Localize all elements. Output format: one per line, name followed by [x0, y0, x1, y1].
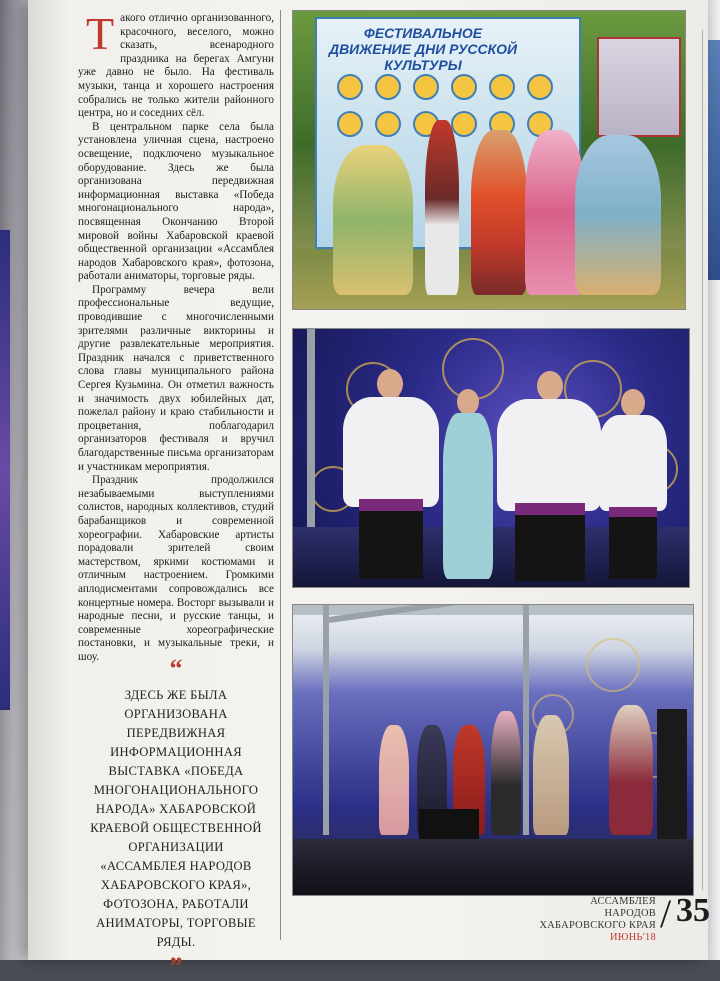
article-body: [78, 8, 274, 665]
dancer-figure: [593, 389, 673, 579]
singer-figure: [491, 711, 521, 835]
info-stand: [597, 37, 681, 137]
quote-close-icon: ”: [169, 952, 183, 981]
dancer-figure: [333, 369, 443, 579]
photo-outdoor-stage: [292, 604, 694, 896]
singer-figure: [379, 725, 409, 835]
stage-speaker: [657, 709, 687, 839]
article-paragraph: Такого отлично организованного, красочного, веселого, можно сказать, всенародного праздника на берегах Амгуни уже давно не было. На фестиваль музыки, танца и хорошего настроения собрались не только жители районного центра, но и соседних сёл.: [78, 8, 274, 120]
page-number: 35: [676, 892, 710, 929]
performer-figure: [425, 120, 459, 295]
pull-quote: [80, 654, 272, 981]
banner-title: ФЕСТИВАЛЬНОЕ ДВИЖЕНИЕ ДНИ РУССКОЙ КУЛЬТУРЫ: [328, 25, 518, 73]
column-divider: [280, 10, 281, 940]
footer-issue: ИЮНЬ'18: [609, 932, 656, 943]
magazine-page: [28, 0, 710, 981]
stage-floor: [293, 839, 693, 895]
quote-open-icon: “: [169, 654, 183, 683]
article-paragraph: В центральном парке села была установлена уличная сцена, настроено освещение, подключено музыкальное оборудование. Здесь же была организована передвижная информационная выставка «Победа многонационального народа», посвященная Окончанию Второй мировой войны Хабаровской краевой общественной организации «Ассамблея народов Хабаровского края», фотозона, работали аниматоры, торговые ряды.: [78, 120, 274, 283]
performer-figure: [575, 135, 661, 295]
pull-quote-text: ЗДЕСЬ ЖЕ БЫЛА ОРГАНИЗОВАНА ПЕРЕДВИЖНАЯ ИНФОРМАЦИОННАЯ ВЫСТАВКА «ПОБЕДА МНОГОНАЦИОНАЛЬНОГО НАРОДА» ХАБАРОВСКОЙ КРАЕВОЙ ОБЩЕСТВЕННОЙ ОРГАНИЗАЦИИ «АССАМБЛЕЯ НАРОДОВ ХАБАРОВСКОГО КРАЯ», ФОТОЗОНА, РАБОТАЛИ АНИМАТОРЫ, ТОРГОВЫЕ РЯДЫ.: [90, 688, 262, 949]
drop-cap: Т: [86, 8, 115, 59]
article-paragraph: Программу вечера вели профессиональные ведущие, проводившие с многочисленными зрителями различные викторины и другие развлекательные мероприятия. Праздник начался с приветственного слова главы муниципального района Сергея Кузьмина. Он отметил важность и значимость двух юбилейных дат, пожелал району и краю стабильности и процветания, поблагодарил организаторов фестиваля и вручил благодарственные письма организаторам и участникам мероприятия.: [78, 283, 274, 473]
previous-page-image-strip: [0, 230, 10, 710]
performer-figure: [471, 130, 527, 295]
singer-figure: [609, 705, 653, 835]
stage-monitor-speaker: [419, 809, 479, 839]
footer-slash: /: [660, 891, 672, 936]
photo-stage-dancers: [292, 328, 690, 588]
photo-festival-banner: [292, 10, 686, 310]
dancer-figure: [443, 389, 493, 579]
performer-figure: [333, 145, 413, 295]
page-footer: [526, 891, 710, 946]
footer-magazine-line2: ХАБАРОВСКОГО КРАЯ: [539, 920, 656, 931]
footer-magazine: [536, 896, 656, 944]
footer-magazine-line1: АССАМБЛЕЯ НАРОДОВ: [590, 896, 656, 919]
right-margin-rule: [702, 30, 703, 890]
singer-figure: [533, 715, 569, 835]
dancer-figure: [487, 371, 607, 581]
article-paragraph: Праздник продолжился незабываемыми выступлениями солистов, народных коллективов, студий барабанщиков и современной хореографии. Хабаровские артисты порадовали зрителей своим мастерством, яркими костюмами и отличным настроением. Громкими аплодисментами сопровождались все концертные номера. Восторг вызывали и народные песни, и русские танцы, и современные хореографические постановки, и музыкальные треки, и шоу.: [78, 474, 274, 663]
